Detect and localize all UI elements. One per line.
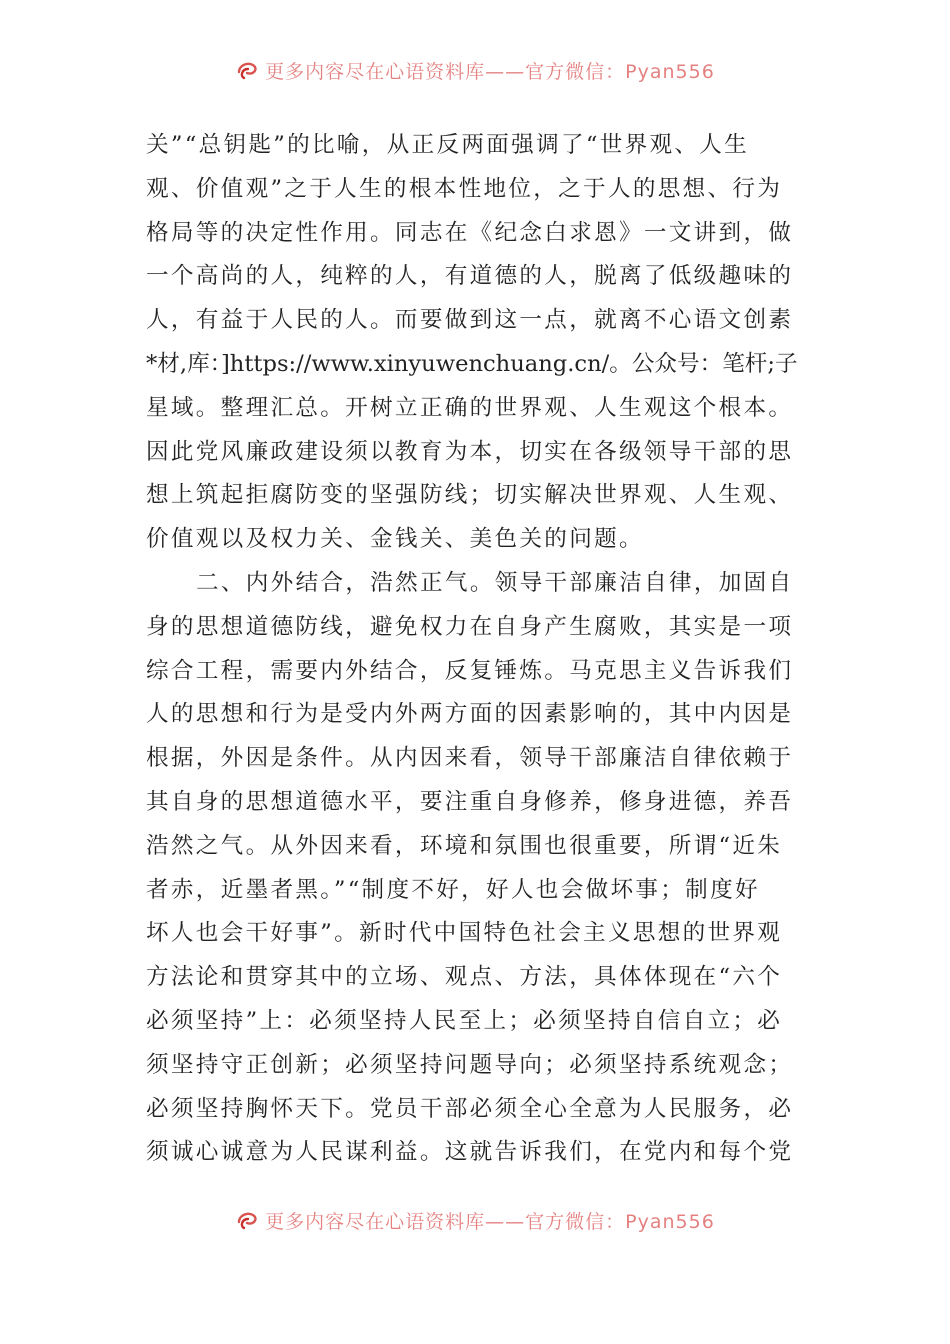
text-line: 必须坚持”上：必须坚持人民至上；必须坚持自信自立；必 (146, 1007, 783, 1034)
text-line: 一个高尚的人，纯粹的人，有道德的人，脱离了低级趣味的 (146, 263, 794, 290)
text-line: 关”“总钥匙”的比喻，从正反两面强调了“世界观、人生 (146, 132, 750, 158)
document-body (146, 124, 808, 1175)
paragraph-worldview (146, 124, 808, 562)
text-line: 人，有益于人民的人。而要做到这一点，就离不心语文创素 (146, 307, 794, 334)
text-line: 星域。整理汇总。开树立正确的世界观、人生观这个根本。 (146, 394, 794, 421)
text-line: 二、内外结合，浩然正气。领导干部廉洁自律，加固自 (196, 569, 794, 596)
text-line: 须诚心诚意为人民谋利益。这就告诉我们，在党内和每个党 (146, 1139, 794, 1166)
text-line: 者赤，近墨者黑。”“制度不好，好人也会做坏事；制度好 (146, 876, 760, 903)
swirl-logo-icon (235, 58, 259, 82)
text-line: 方法论和贯穿其中的立场、观点、方法，具体体现在“六个 (146, 964, 783, 991)
footer-banner-text: 更多内容尽在心语资料库——官方微信：Pyan556 (265, 1210, 715, 1233)
text-line: 观、价值观”之于人生的根本性地位，之于人的思想、行为 (146, 175, 783, 202)
text-line: 必须坚持胸怀天下。党员干部必须全心全意为人民服务，必 (146, 1095, 794, 1122)
text-line: 人的思想和行为是受内外两方面的因素影响的，其中内因是 (146, 701, 794, 728)
footer-banner (0, 1200, 950, 1240)
text-line: 想上筑起拒腐防变的坚强防线；切实解决世界观、人生观、 (146, 482, 794, 509)
text-line: 须坚持守正创新；必须坚持问题导向；必须坚持系统观念； (146, 1051, 794, 1078)
text-line: *材,库：]https://www.xinyuwenchuang.cn/。公众号：笔杆;子 (146, 350, 798, 377)
text-line: 格局等的决定性作用。同志在《纪念白求恩》一文讲到，做 (146, 219, 794, 246)
text-line: 坏人也会干好事”。新时代中国特色社会主义思想的世界观 (146, 920, 783, 947)
text-line: 其自身的思想道德水平，要注重自身修养，修身进德，养吾 (146, 788, 794, 815)
text-line: 身的思想道德防线，避免权力在自身产生腐败，其实是一项 (146, 613, 794, 640)
text-line: 因此党风廉政建设须以教育为本，切实在各级领导干部的思 (146, 438, 794, 465)
header-banner (0, 50, 950, 90)
text-line: 根据，外因是条件。从内因来看，领导干部廉洁自律依赖于 (146, 745, 794, 772)
text-line: 综合工程，需要内外结合，反复锤炼。马克思主义告诉我们 (146, 657, 794, 684)
text-line: 价值观以及权力关、金钱关、美色关的问题。 (146, 526, 644, 553)
paragraph-internal-external (146, 562, 808, 1175)
header-banner-text: 更多内容尽在心语资料库——官方微信：Pyan556 (265, 60, 715, 83)
swirl-logo-icon (235, 1208, 259, 1232)
text-line: 浩然之气。从外因来看，环境和氛围也很重要，所谓“近朱 (146, 832, 783, 859)
